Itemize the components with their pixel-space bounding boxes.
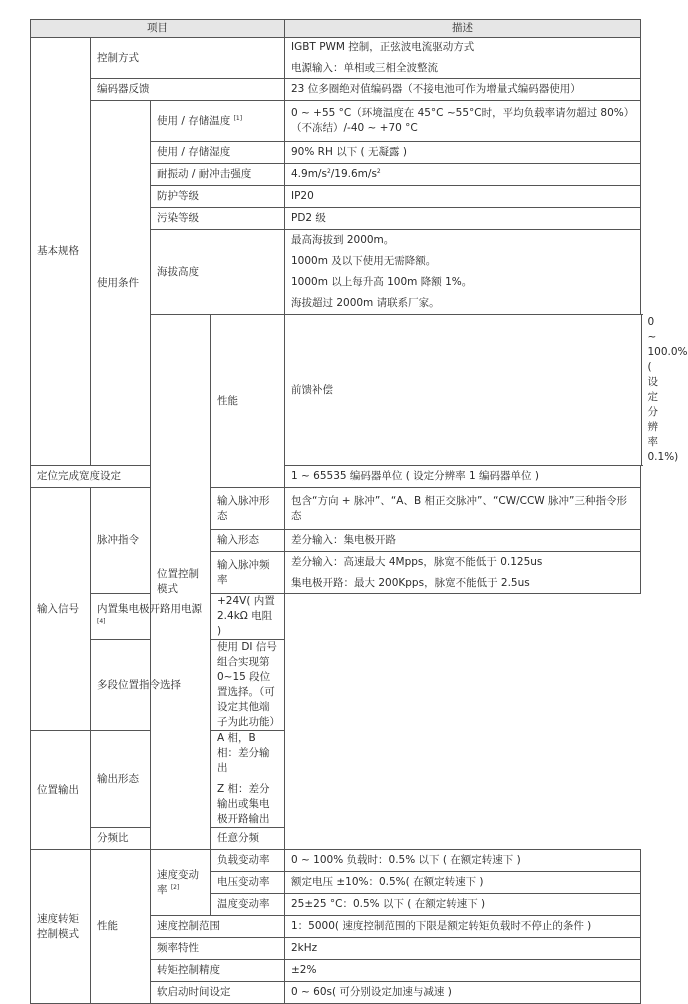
value-division: 任意分频	[211, 828, 285, 850]
value-pollution: PD2 级	[285, 208, 641, 230]
label-frequency: 频率特性	[151, 938, 285, 960]
label-conditions: 使用条件	[91, 101, 151, 466]
label-speed-range: 速度控制范围	[151, 916, 285, 938]
label-altitude: 海拔高度	[151, 230, 285, 315]
label-completion: 定位完成宽度设定	[31, 466, 151, 488]
label-input-signal: 输入信号	[31, 488, 91, 731]
value-speed-range: 1：5000( 速度控制范围的下限是额定转矩负载时不停止的条件 )	[285, 916, 641, 938]
value-input-type: 差分输入：集电极开路	[285, 530, 641, 552]
label-vibration: 耐振动 / 耐冲击强度	[151, 164, 285, 186]
value-altitude: 最高海拔到 2000m。 1000m 及以下使用无需降额。 1000m 以上每升高 100m 降额 1%。 海拔超过 2000m 请联系厂家。	[285, 230, 641, 315]
label-speed-performance: 性能	[91, 850, 151, 1004]
section-position: 位置控制模式	[151, 315, 211, 850]
value-load-var: 0 ~ 100% 负载时：0.5% 以下 ( 在额定转速下 )	[285, 850, 641, 872]
label-multi-position: 多段位置指令选择	[91, 640, 211, 731]
label-feedforward: 前馈补偿	[285, 315, 642, 466]
label-soft-start: 软启动时间设定	[151, 982, 285, 1004]
label-division: 分频比	[91, 828, 211, 850]
label-temp2: 使用 / 存储湿度	[151, 142, 285, 164]
value-temp2: 90% RH 以下 ( 无凝露 )	[285, 142, 641, 164]
value-completion: 1 ~ 65535 编码器单位 ( 设定分辨率 1 编码器单位 )	[285, 466, 641, 488]
label-pulse-form: 输入脉冲形态	[211, 488, 285, 530]
section-basic: 基本规格	[31, 38, 91, 466]
label-pulse-freq: 输入脉冲频率	[211, 552, 285, 594]
label-pulse-command: 脉冲指令	[91, 488, 151, 594]
value-protection: IP20	[285, 186, 641, 208]
section-speed: 速度转矩控制模式	[31, 850, 91, 1004]
label-torque-accuracy: 转矩控制精度	[151, 960, 285, 982]
value-multi-position: 使用 DI 信号组合实现第 0~15 段位置选择。（可设定其他端子为此功能）	[211, 640, 285, 731]
label-control-mode: 控制方式	[91, 38, 285, 79]
label-temp1: 使用 / 存储温度 [1]	[151, 101, 285, 142]
label-position-output: 位置输出	[31, 731, 91, 850]
value-temp-var: 25±25 °C：0.5% 以下 ( 在额定转速下 )	[285, 894, 641, 916]
label-output-form: 输出形态	[91, 731, 211, 828]
label-load-var: 负载变动率	[211, 850, 285, 872]
value-builtin-power: +24V( 内置 2.4kΩ 电阻 )	[211, 594, 285, 640]
header-desc: 描述	[285, 20, 641, 38]
label-pos-performance: 性能	[211, 315, 285, 488]
label-speed-variation: 速度变动率 [2]	[151, 850, 211, 916]
label-protection: 防护等级	[151, 186, 285, 208]
value-vibration: $4.9m/s^2/19.6m/s^2$	[285, 164, 641, 186]
value-output-form: A 相，B 相：差分输出 Z 相：差分输出或集电极开路输出	[211, 731, 285, 828]
label-input-type: 输入形态	[211, 530, 285, 552]
value-temp1: 0 ~ +55 °C（环境温度在 45°C ~55°C时，平均负载率请勿超过 80%）（不冻结）/-40 ~ +70 °C	[285, 101, 641, 142]
value-pulse-form: 包含“方向 + 脉冲”、“A、B 相正交脉冲”、“CW/CCW 脉冲”三种指令形态	[285, 488, 641, 530]
value-torque-accuracy: ±2%	[285, 960, 641, 982]
header-item: 项目	[31, 20, 285, 38]
value-pulse-freq: 差分输入：高速最大 4Mpps，脉宽不能低于 0.125us 集电极开路：最大 200Kpps，脉宽不能低于 2.5us	[285, 552, 641, 594]
label-builtin-power: 内置集电极开路用电源 [4]	[91, 594, 211, 640]
label-voltage-var: 电压变动率	[211, 872, 285, 894]
value-frequency: 2kHz	[285, 938, 641, 960]
spec-table	[30, 19, 688, 1004]
label-temp-var: 温度变动率	[211, 894, 285, 916]
label-encoder: 编码器反馈	[91, 79, 285, 101]
value-voltage-var: 额定电压 ±10%：0.5%( 在额定转速下 )	[285, 872, 641, 894]
label-pollution: 污染等级	[151, 208, 285, 230]
value-feedforward: 0 ~ 100.0%( 设定分辨率 0.1%)	[647, 316, 688, 463]
value-control-mode: IGBT PWM 控制，正弦波电流驱动方式 电源输入：单相或三相全波整流	[285, 38, 641, 79]
value-encoder: 23 位多圈绝对值编码器（不接电池可作为增量式编码器使用）	[285, 79, 641, 101]
value-soft-start: 0 ~ 60s( 可分别设定加速与减速 )	[285, 982, 641, 1004]
